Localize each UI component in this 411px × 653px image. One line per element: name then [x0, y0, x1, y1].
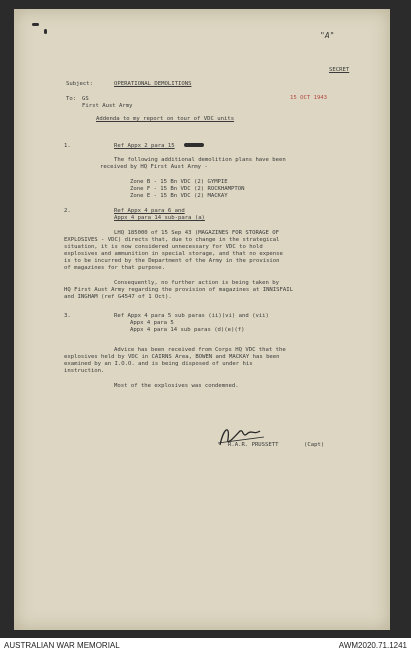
section-3-ref: Appx 4 para 14 sub paras (d)(e)(f): [130, 327, 245, 333]
closing-line: Most of the explosives was condemned.: [114, 383, 239, 389]
document-mark: "A": [320, 31, 335, 40]
ink-smudge: [44, 29, 47, 34]
section-2-line: is to be incurred by the Department of the Army in the provision: [64, 258, 280, 264]
section-2-line: explosives and ammunition in special storage, and that no expense: [64, 251, 283, 257]
section-2-line: of magazines for that purpose.: [64, 265, 166, 271]
ink-smudge: [32, 23, 39, 26]
section-2-line: situation, it is now considered unnecessary for VDC to hold: [64, 244, 263, 250]
document-page: [14, 9, 390, 630]
section-3-line: explosives held by VDC in CAIRNS Area, BOWEN and MACKAY has been: [64, 354, 280, 360]
section-2-ref: Ref Appx 4 para 6 and: [114, 208, 185, 214]
archive-footer: [0, 638, 411, 653]
date-stamp: 15 OCT 1943: [290, 95, 328, 101]
section-2-line: and INGHAM (ref G4547 of 1 Oct).: [64, 294, 172, 300]
to-label: To:: [66, 96, 77, 102]
zone-line: Zone E - 15 Bn VDC (2) MACKAY: [130, 193, 228, 199]
section-3-line: examined by an I.O.O. and is being disposed of under his: [64, 361, 253, 367]
section-2-line: LHQ 185000 of 15 Sep 43 (MAGAZINES FOR STORAGE OF: [114, 230, 280, 236]
section-1-line: received by HQ First Aust Army -: [100, 164, 208, 170]
document-heading: Addenda to my report on tour of VDC units: [96, 116, 235, 122]
section-1-ref: Ref Appx 2 para 15: [114, 143, 175, 149]
signatory-name: R.A.R. PRUSSETT: [228, 442, 279, 448]
footer-accession-number: AWM2020.71.1241: [338, 641, 407, 650]
to-line-1: GS: [82, 96, 89, 102]
section-2-line: EXPLOSIVES - VDC) directs that, due to change in the strategical: [64, 237, 280, 243]
subject-label: Subject:: [66, 81, 93, 87]
footer-institution: AUSTRALIAN WAR MEMORIAL: [4, 641, 120, 650]
ink-blot: [184, 143, 204, 147]
signatory-rank: (Capt): [304, 442, 325, 448]
section-2-line: HQ First Aust Army regarding the provision of magazines at INNISFAIL: [64, 287, 294, 293]
section-3-ref: Ref Appx 4 para 5 sub paras (ii)(vi) and (vii): [114, 313, 269, 319]
section-3-number: 3.: [64, 313, 71, 319]
section-3-line: Advice has been received from Corps HQ VDC that the: [114, 347, 286, 353]
section-2-ref: Appx 4 para 14 sub-para (a): [114, 215, 205, 221]
to-line-2: First Aust Army: [82, 103, 133, 109]
section-1-number: 1.: [64, 143, 71, 149]
section-3-ref: Appx 4 para 5: [130, 320, 174, 326]
section-2-line: Consequently, no further action is being taken by: [114, 280, 280, 286]
zone-line: Zone B - 15 Bn VDC (2) GYMPIE: [130, 179, 228, 185]
zone-line: Zone F - 15 Bn VDC (2) ROCKHAMPTON: [130, 186, 245, 192]
section-3-line: instruction.: [64, 368, 105, 374]
section-2-number: 2.: [64, 208, 71, 214]
section-1-line: The following additional demolition plans have been: [114, 157, 286, 163]
subject-text: OPERATIONAL DEMOLITIONS: [114, 81, 192, 87]
classification-label: SECRET: [329, 67, 350, 73]
